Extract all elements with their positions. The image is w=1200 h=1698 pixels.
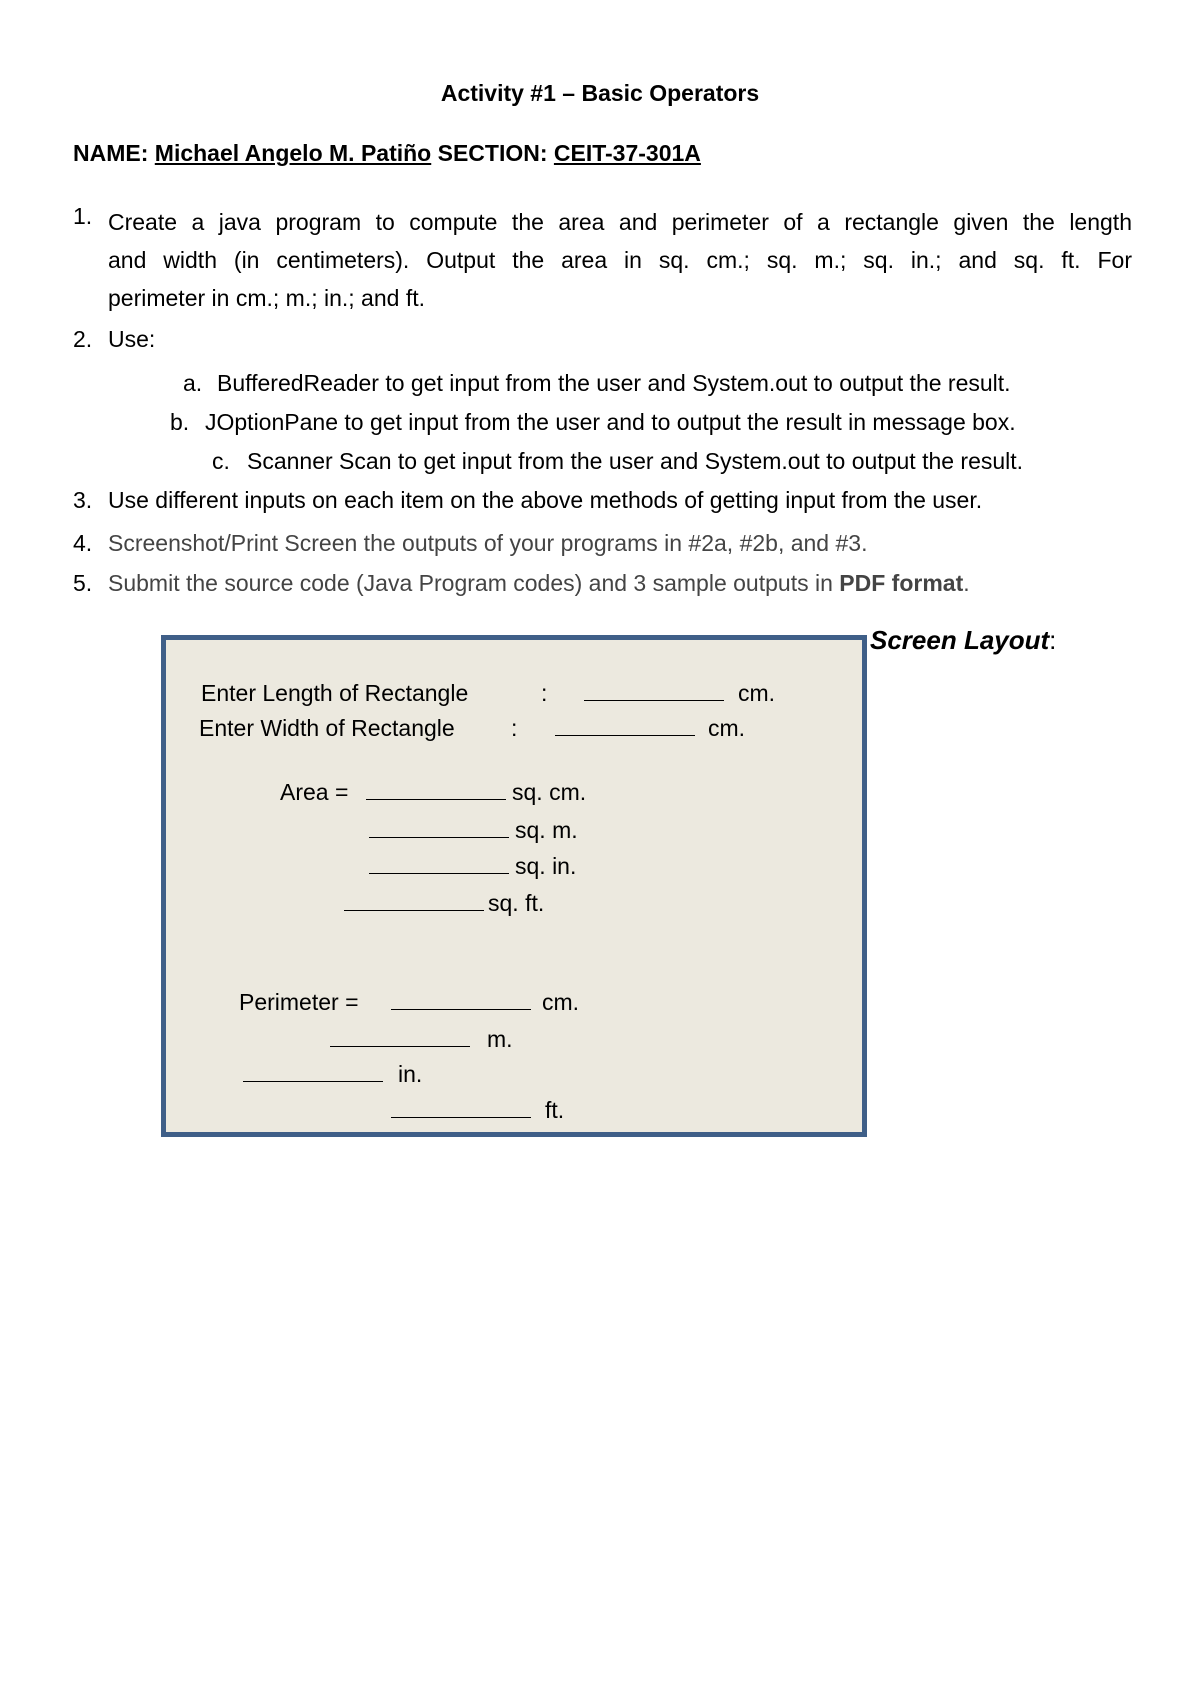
- length-separator: :: [541, 680, 548, 706]
- item-3-number: 3.: [73, 487, 93, 513]
- length-unit: cm.: [738, 680, 776, 706]
- item-1-line-1: Create a java program to compute the area and perimeter of a rectangle given the length: [108, 209, 1132, 235]
- area-unit-sq-cm: sq. cm.: [512, 779, 587, 805]
- item-2-text: Use:: [108, 326, 156, 352]
- perimeter-unit-ft: ft.: [545, 1097, 565, 1123]
- area-unit-sq-m: sq. m.: [515, 817, 578, 843]
- item-5-text-before: Submit the source code (Java Program codes) and 3 sample outputs in: [108, 570, 840, 596]
- perimeter-blank-3: [243, 1061, 383, 1088]
- item-5-text: [108, 570, 970, 597]
- length-label: Enter Length of Rectangle: [201, 680, 469, 706]
- name-label: NAME:: [73, 140, 149, 166]
- item-5-text-after: .: [963, 570, 970, 596]
- item-1-number: 1.: [73, 203, 93, 229]
- item-4-number: 4.: [73, 530, 93, 556]
- item-1-line-3: perimeter in cm.; m.; in.; and ft.: [108, 285, 425, 311]
- section-value: CEIT-37-301A: [553, 140, 701, 166]
- subitem-a-text: BufferedReader to get input from the user and System.out to output the result.: [217, 370, 1011, 396]
- section-label: SECTION:: [437, 140, 548, 166]
- width-label: Enter Width of Rectangle: [199, 715, 455, 741]
- area-unit-sq-in: sq. in.: [515, 853, 577, 879]
- perimeter-blank-1: [391, 989, 531, 1016]
- perimeter-blank-2: [330, 1026, 470, 1053]
- name-section-line: [73, 140, 701, 167]
- area-label: Area =: [280, 779, 349, 805]
- name-value: Michael Angelo M. Patiño: [154, 140, 432, 166]
- area-blank-3: [369, 853, 509, 880]
- page-title: Activity #1 – Basic Operators: [440, 80, 760, 106]
- subitem-a-letter: a.: [183, 370, 203, 396]
- perimeter-unit-cm: cm.: [542, 989, 580, 1015]
- item-5-number: 5.: [73, 570, 93, 596]
- screen-layout-box: [161, 635, 867, 1137]
- area-blank-4: [344, 890, 484, 917]
- perimeter-unit-m: m.: [487, 1026, 513, 1052]
- screen-layout-label: [870, 625, 1056, 656]
- area-unit-sq-ft: sq. ft.: [488, 890, 545, 916]
- subitem-c-letter: c.: [212, 448, 230, 474]
- item-2-number: 2.: [73, 326, 93, 352]
- width-separator: :: [511, 715, 518, 741]
- area-blank-1: [366, 779, 506, 806]
- perimeter-label: Perimeter =: [239, 989, 359, 1015]
- perimeter-unit-in: in.: [398, 1061, 423, 1087]
- screen-layout-colon: :: [1049, 625, 1057, 655]
- subitem-b-letter: b.: [170, 409, 190, 435]
- item-3-text: Use different inputs on each item on the above methods of getting input from the user.: [108, 487, 983, 513]
- item-1-text: [108, 203, 1132, 317]
- screen-layout-text: Screen Layout: [870, 625, 1050, 655]
- length-blank: [584, 680, 724, 707]
- area-blank-2: [369, 817, 509, 844]
- item-5-text-bold: PDF format: [839, 570, 964, 596]
- subitem-c-text: Scanner Scan to get input from the user and System.out to output the result.: [247, 448, 1024, 474]
- item-1-line-2: and width (in centimeters). Output the area in sq. cm.; sq. m.; sq. in.; and sq. ft. For: [108, 247, 1132, 273]
- width-unit: cm.: [708, 715, 746, 741]
- item-4-text: Screenshot/Print Screen the outputs of your programs in #2a, #2b, and #3.: [108, 530, 868, 556]
- width-blank: [555, 715, 695, 742]
- perimeter-blank-4: [391, 1097, 531, 1124]
- subitem-b-text: JOptionPane to get input from the user and to output the result in message box.: [205, 409, 1016, 435]
